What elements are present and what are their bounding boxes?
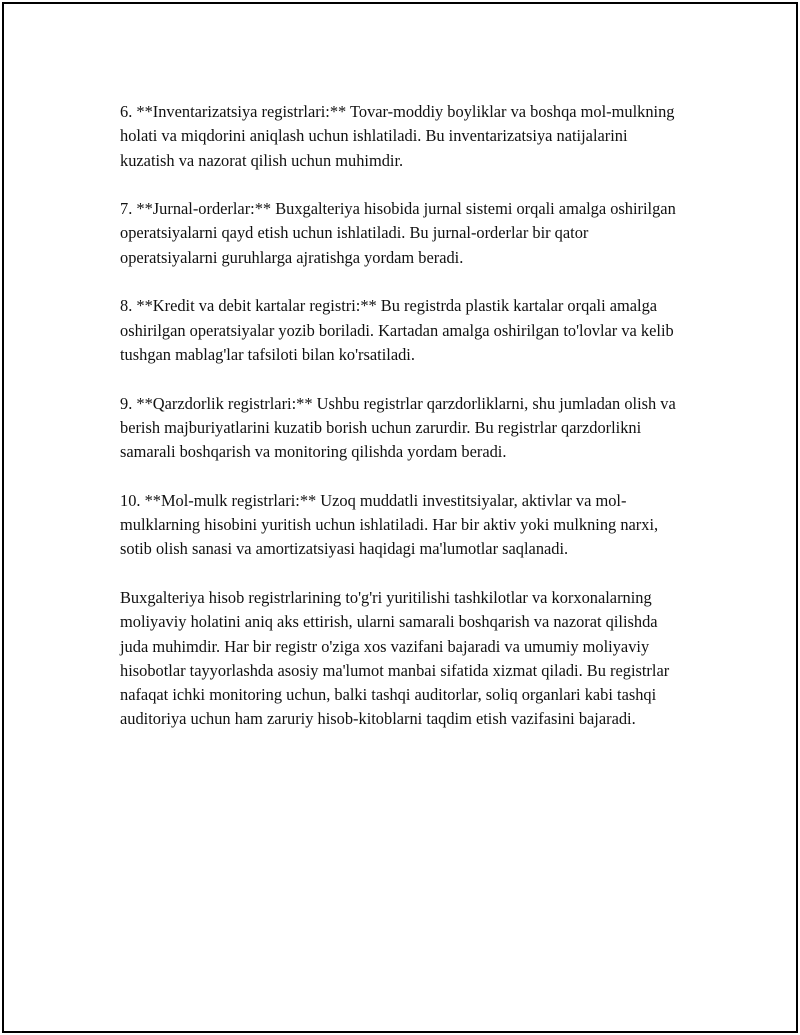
paragraph-card-register: 8. **Kredit va debit kartalar registri:** Bu registrda plastik kartalar orqali amalga oshirilgan operatsiyalar yozib boriladi. Kartadan amalga oshirilgan to'lovlar va kelib tushgan mablag'lar tafsiloti bilan ko'rsatiladi. — [120, 296, 674, 364]
document-body — [120, 100, 680, 756]
paragraph-property-registers: 10. **Mol-mulk registrlari:** Uzoq muddatli investitsiyalar, aktivlar va mol-mulklarning hisobini yuritish uchun ishlatiladi. Har bir aktiv yoki mulkning narxi, sotib olish sanasi va amortizatsiyasi haqidagi ma'lumotlar saqlanadi. — [120, 490, 659, 559]
paragraph-inventory-registers: 6. **Inventarizatsiya registrlari:** Tovar-moddiy boyliklar va boshqa mol-mulkning holati va miqdorini aniqlash uchun ishlatiladi. Bu inventarizatsiya natijalarini kuzatish va nazorat qilish uchun muhimdir. — [120, 102, 675, 170]
paragraph-journal-orders: 7. **Jurnal-orderlar:** Buxgalteriya hisobida jurnal sistemi orqali amalga oshirilgan operatsiyalarni qayd etish uchun ishlatiladi. Bu jurnal-orderlar bir qator operatsiyalarni guruhlarga ajratishga yordam beradi. — [120, 199, 676, 267]
document-page — [2, 2, 798, 1033]
paragraph-conclusion: Buxgalteriya hisob registrlarining to'g'ri yuritilishi tashkilotlar va korxonalarning moliyaviy holatini aniq aks ettirish, ularni samarali boshqarish va nazorat qilishda juda muhimdir. Har bir registr o'ziga xos vazifani bajaradi va umumiy moliyaviy hisobotlar tayyorlashda asosiy ma'lumot manbai sifatida xizmat qiladi. Bu registrlar nafaqat ichki monitoring uchun, balki tashqi auditorlar, soliq organlari kabi tashqi auditoriya uchun ham zaruriy hisob-kitoblarni taqdim etish vazifasini bajaradi. — [120, 587, 670, 729]
paragraph-debt-registers: 9. **Qarzdorlik registrlari:** Ushbu registrlar qarzdorliklarni, shu jumladan olish va berish majburiyatlarini kuzatib borish uchun zarurdir. Bu registrlar qarzdorlikni samarali boshqarish va monitoring qilishda yordam beradi. — [120, 393, 676, 462]
